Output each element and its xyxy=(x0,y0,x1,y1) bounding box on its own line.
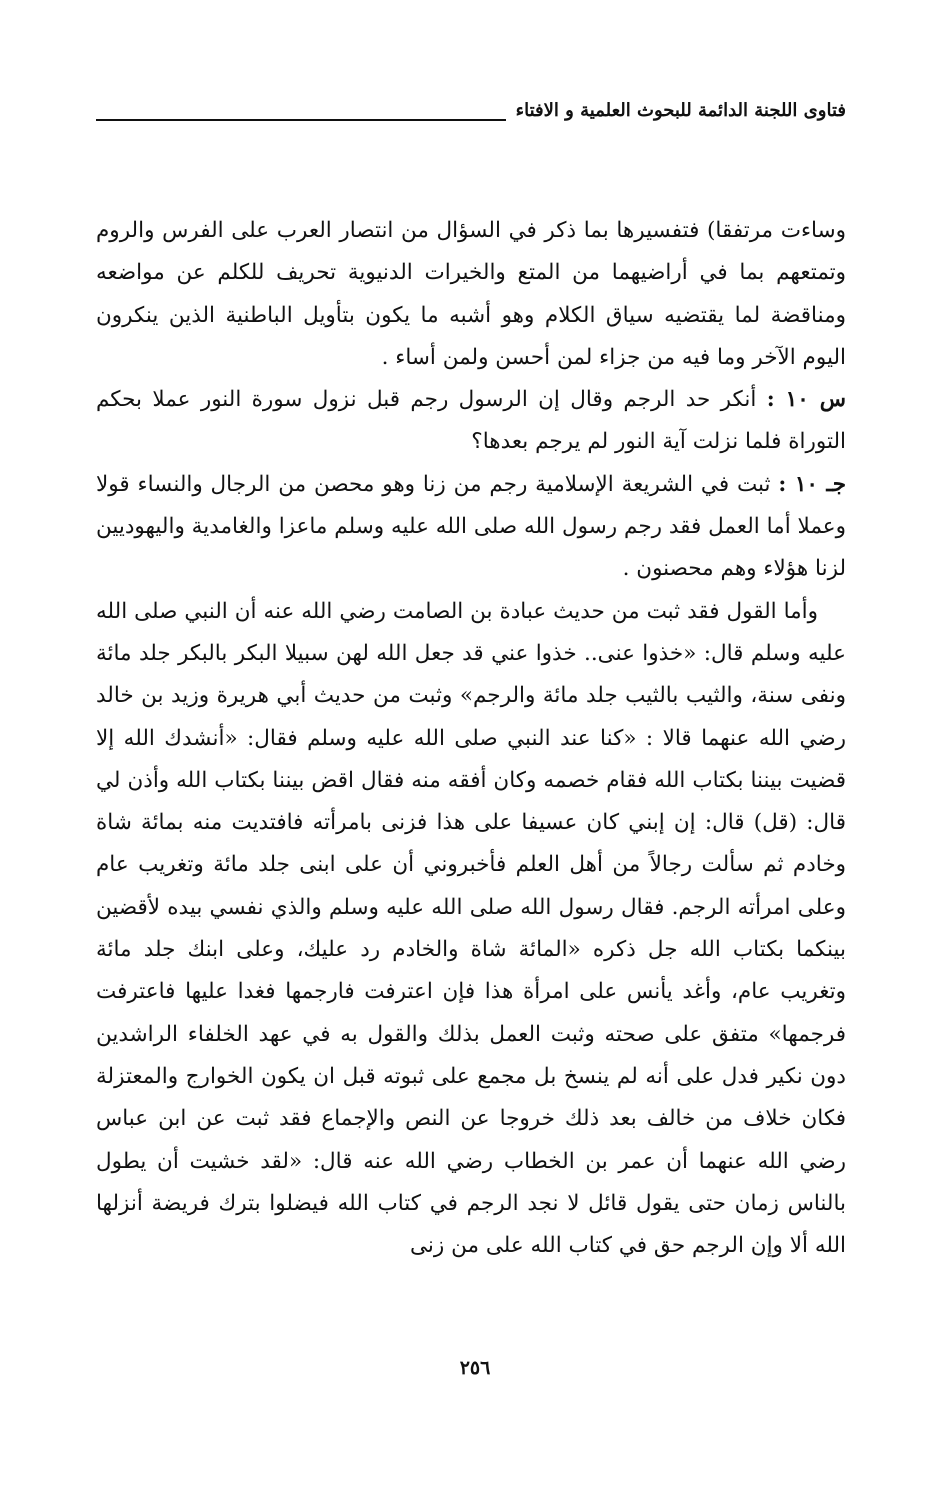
header-title: فتاوى اللجنة الدائمة للبحوث العلمية و الافتاء xyxy=(506,97,846,125)
question-text: أنكر حد الرجم وقال إن الرسول رجم قبل نزول سورة النور عملا بحكم التوراة فلما نزلت آية النور لم يرجم بعدها؟ xyxy=(96,387,846,455)
answer-number: جـ ١٠ : xyxy=(778,471,847,497)
answer-paragraph xyxy=(96,464,846,591)
page-number: ٢٥٦ xyxy=(459,1357,491,1379)
question-paragraph xyxy=(96,379,846,464)
page-header xyxy=(96,97,846,129)
fatwa-body xyxy=(96,210,846,1267)
answer-text: ثبت في الشريعة الإسلامية رجم من زنا وهو محصن من الرجال والنساء قولا وعملا أما العمل فقد رجم رسول الله صلى الله عليه وسلم ماعزا والغامدية واليهوديين لزنا هؤلاء وهم محصنون . xyxy=(96,471,846,582)
paragraph-hadith: وأما القول فقد ثبت من حديث عبادة بن الصامت رضي الله عنه أن النبي صلى الله عليه وسلم قال: «خذوا عنى.. خذوا عني قد جعل الله لهن سبيلا البكر بالبكر جلد مائة ونفى سنة، والثيب بالثيب جلد مائة والرجم» وثبت من حديث أبي هريرة وزيد بن خالد رضي الله عنهما قالا : «كنا عند النبي صلى الله عليه وسلم فقال: «أنشدك الله إلا قضيت بيننا بكتاب الله فقام خصمه وكان أفقه منه فقال اقض بيننا بكتاب الله وأذن لي قال: (قل) قال: إن إبني كان عسيفا على هذا فزنى بامرأته فافتديت منه بمائة شاة وخادم ثم سألت رجالاً من أهل العلم فأخبروني أن على ابنى جلد مائة وتغريب عام وعلى امرأته الرجم. فقال رسول الله صلى الله عليه وسلم والذي نفسي بيده لأقضين بينكما بكتاب الله جل ذكره «المائة شاة والخادم رد عليك، وعلى ابنك جلد مائة وتغريب عام، وأغد يأنس على امرأة هذا فإن اعترفت فارجمها فغدا عليها فاعترفت فرجمها» متفق على صحته وثبت العمل بذلك والقول به في عهد الخلفاء الراشدين دون نكير فدل على أنه لم ينسخ بل مجمع على ثبوته قبل ان يكون الخوارج والمعتزلة فكان خلاف من خالف بعد ذلك خروجا عن النص والإجماع فقد ثبت عن ابن عباس رضي الله عنهما أن عمر بن الخطاب رضي الله عنه قال: «لقد خشيت أن يطول بالناس زمان حتى يقول قائل لا نجد الرجم في كتاب الله فيضلوا بترك فريضة أنزلها الله ألا وإن الرجم حق في كتاب الله على من زنى xyxy=(96,598,846,1259)
paragraph-intro: وساءت مرتفقا) فتفسيرها بما ذكر في السؤال من انتصار العرب على الفرس والروم وتمتعهم بما في أراضيهما من المتع والخيرات الدنيوية تحريف للكلم عن مواضعه ومناقضة لما يقتضيه سياق الكلام وهو أشبه ما يكون بتأويل الباطنية الذين ينكرون اليوم الآخر وما فيه من جزاء لمن أحسن ولمن أساء . xyxy=(96,218,846,370)
question-number: س ١٠ : xyxy=(766,387,846,413)
